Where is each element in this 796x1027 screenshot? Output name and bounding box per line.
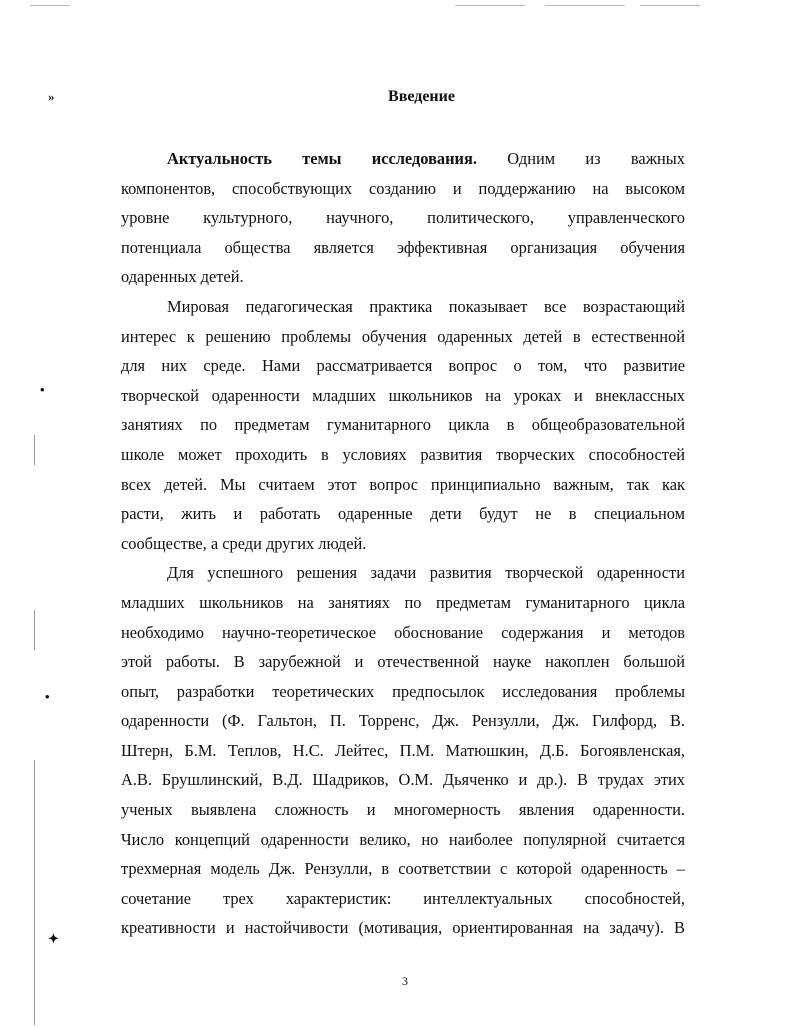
page-title: Введение — [388, 88, 455, 105]
scan-edge-line — [34, 610, 35, 650]
text-line: компонентов, способствующих созданию и поддержанию на высоком — [121, 178, 685, 198]
margin-mark: • — [40, 382, 45, 397]
text-line: необходимо научно-теоретическое обоснование содержания и методов — [121, 622, 685, 642]
text-line: творческой одаренности младших школьников на уроках и внеклассных — [121, 385, 685, 405]
margin-mark: • — [45, 689, 50, 704]
text-line: ученых выявлена сложность и многомерность явления одаренности. — [121, 800, 685, 820]
text-line: одаренных детей. — [121, 267, 244, 287]
text-line: младших школьников на занятиях по предметам гуманитарного цикла — [121, 592, 685, 612]
scan-edge-line — [30, 5, 70, 6]
text-line: интерес к решению проблемы обучения одаренных детей в естественной — [121, 326, 685, 346]
text-line: всех детей. Мы считаем этот вопрос принципиально важным, так как — [121, 474, 685, 494]
text-line: для них среде. Нами рассматривается вопрос о том, что развитие — [121, 356, 685, 376]
text-line: Актуальность темы исследования. Одним из важных — [167, 149, 685, 168]
text-line: потенциала общества является эффективная организация обучения — [121, 237, 685, 257]
text-line: занятиях по предметам гуманитарного цикла в общеобразовательной — [121, 415, 685, 435]
scan-edge-line — [455, 5, 525, 6]
paragraph — [121, 292, 685, 558]
text-line: сочетание трех характеристик: интеллектуальных способностей, — [121, 888, 685, 908]
text-line: одаренности (Ф. Гальтон, П. Торренс, Дж. Рензулли, Дж. Гилфорд, В. — [121, 711, 685, 731]
text-line: Число концепций одаренности велико, но наиболее популярной считается — [121, 829, 685, 849]
paragraph — [121, 144, 685, 292]
text-line: расти, жить и работать одаренные дети будут не в специальном — [121, 504, 685, 524]
text-line: Мировая педагогическая практика показывает все возрастающий — [167, 296, 685, 316]
margin-mark: » — [48, 89, 55, 104]
text-line: Для успешного решения задачи развития творческой одаренности — [167, 563, 685, 583]
text-line: трехмерная модель Дж. Рензулли, в соответствии с которой одаренность – — [121, 859, 685, 879]
page-number: 3 — [402, 974, 408, 988]
paragraph — [121, 558, 685, 943]
margin-mark: ✦ — [48, 931, 59, 946]
scan-edge-line — [545, 5, 625, 6]
scan-edge-line — [34, 435, 35, 465]
text-line: опыт, разработки теоретических предпосылок исследования проблемы — [121, 681, 685, 701]
text-line: Штерн, Б.М. Теплов, Н.С. Лейтес, П.М. Матюшкин, Д.Б. Богоявленская, — [121, 740, 685, 760]
text-line: школе может проходить в условиях развития творческих способностей — [121, 444, 685, 464]
text-line: креативности и настойчивости (мотивация, ориентированная на задачу). В — [121, 918, 685, 938]
text-line: А.В. Брушлинский, В.Д. Шадриков, О.М. Дьяченко и др.). В трудах этих — [121, 770, 685, 790]
text-line: уровне культурного, научного, политического, управленческого — [121, 208, 685, 228]
text-line: этой работы. В зарубежной и отечественной науке накоплен большой — [121, 652, 685, 672]
document-body — [121, 144, 685, 943]
scan-edge-line — [640, 5, 700, 6]
lead-heading: Актуальность темы исследования. — [167, 149, 477, 168]
text-line: сообществе, а среди других людей. — [121, 533, 367, 553]
